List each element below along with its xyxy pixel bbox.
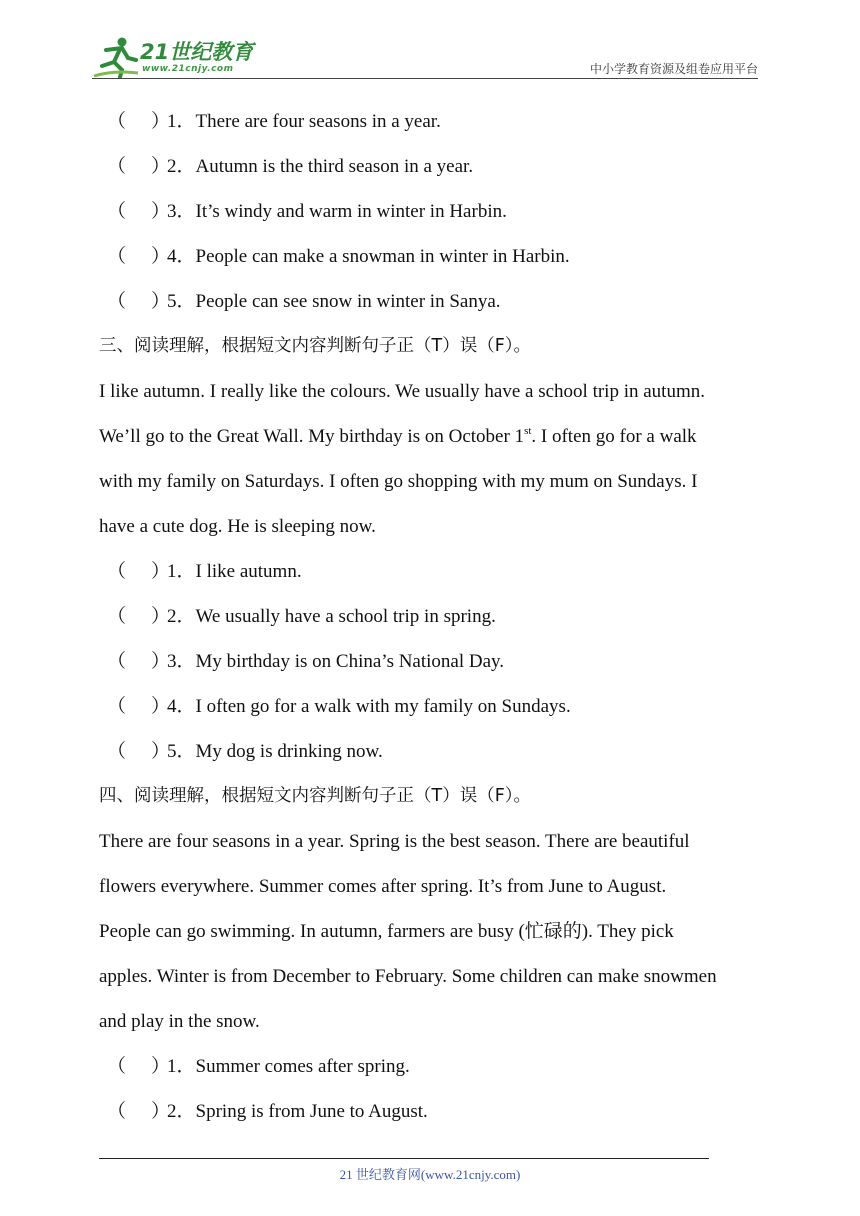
passage-line: I like autumn. I really like the colours. We usually have a school trip in autumn. (99, 381, 705, 402)
question-text: People can make a snowman in winter in Harbin. (195, 246, 570, 267)
question-number: 1． (167, 111, 196, 132)
answer-blank[interactable]: （ ） (107, 1101, 171, 1122)
question-number: 2． (167, 606, 196, 627)
question-row (99, 729, 769, 774)
answer-blank[interactable]: （ ） (107, 111, 171, 132)
platform-title: 中小学教育资源及组卷应用平台 (589, 62, 758, 76)
question-number: 4． (167, 246, 196, 267)
passage-line: apples. Winter is from December to February. Some children can make snowmen (99, 966, 717, 987)
question-row (99, 1089, 769, 1134)
answer-blank[interactable]: （ ） (107, 651, 171, 672)
question-row (99, 234, 769, 279)
answer-blank[interactable]: （ ） (107, 561, 171, 582)
question-text: Autumn is the third season in a year. (195, 156, 474, 177)
question-row (99, 594, 769, 639)
header-divider (92, 78, 758, 79)
question-text: I often go for a walk with my family on Sundays. (195, 696, 571, 717)
question-text: My birthday is on China’s National Day. (195, 651, 505, 672)
question-number: 4． (167, 696, 196, 717)
answer-blank[interactable]: （ ） (107, 246, 171, 267)
question-number: 5． (167, 291, 196, 312)
passage-line: with my family on Saturdays. I often go shopping with my mum on Sundays. I (99, 471, 698, 492)
question-number: 2． (167, 156, 196, 177)
answer-blank[interactable]: （ ） (107, 156, 171, 177)
passage-line: People can go swimming. In autumn, farmers are busy (忙碌的). They pick (99, 921, 674, 942)
logo-url-text: www.21cnjy.com (142, 64, 234, 74)
question-row (99, 684, 769, 729)
question-number: 2． (167, 1101, 196, 1122)
question-row (99, 189, 769, 234)
document-body (99, 99, 769, 1134)
question-number: 3． (167, 201, 196, 222)
section-four-title: 四、阅读理解，根据短文内容判断句子正（T）误（F）。 (99, 786, 532, 806)
answer-blank[interactable]: （ ） (107, 606, 171, 627)
answer-blank[interactable]: （ ） (107, 201, 171, 222)
question-text: We usually have a school trip in spring. (195, 606, 496, 627)
question-row (99, 1044, 769, 1089)
question-text: My dog is drinking now. (195, 741, 383, 762)
answer-blank[interactable]: （ ） (107, 741, 171, 762)
page-footer: 21 世纪教育网(www.21cnjy.com) (339, 1167, 521, 1182)
question-row (99, 144, 769, 189)
question-number: 1． (167, 1056, 196, 1077)
question-row (99, 549, 769, 594)
page-header (92, 30, 758, 80)
question-row (99, 639, 769, 684)
passage-line: have a cute dog. He is sleeping now. (99, 516, 376, 537)
question-text: People can see snow in winter in Sanya. (195, 291, 501, 312)
answer-blank[interactable]: （ ） (107, 1056, 171, 1077)
question-number: 5． (167, 741, 196, 762)
ordinal-suffix: st (524, 425, 532, 437)
question-text: There are four seasons in a year. (195, 111, 441, 132)
question-text: I like autumn. (195, 561, 302, 582)
section-three-title: 三、阅读理解，根据短文内容判断句子正（T）误（F）。 (99, 336, 532, 356)
site-logo (92, 36, 262, 80)
passage-line: flowers everywhere. Summer comes after spring. It’s from June to August. (99, 876, 667, 897)
passage-line: and play in the snow. (99, 1011, 260, 1032)
footer-divider (99, 1158, 709, 1159)
question-number: 1． (167, 561, 196, 582)
passage-line: There are four seasons in a year. Spring is the best season. There are beautiful (99, 831, 690, 852)
logo-main-text: 21世纪教育 (140, 40, 254, 64)
question-text: Summer comes after spring. (195, 1056, 410, 1077)
question-number: 3． (167, 651, 196, 672)
question-row (99, 279, 769, 324)
answer-blank[interactable]: （ ） (107, 291, 171, 312)
question-text: It’s windy and warm in winter in Harbin. (195, 201, 507, 222)
runner-logo-icon (92, 36, 140, 78)
question-text: Spring is from June to August. (195, 1101, 428, 1122)
answer-blank[interactable]: （ ） (107, 696, 171, 717)
passage-line: We’ll go to the Great Wall. My birthday is on October 1st. I often go for a walk (99, 425, 697, 447)
question-row (99, 99, 769, 144)
